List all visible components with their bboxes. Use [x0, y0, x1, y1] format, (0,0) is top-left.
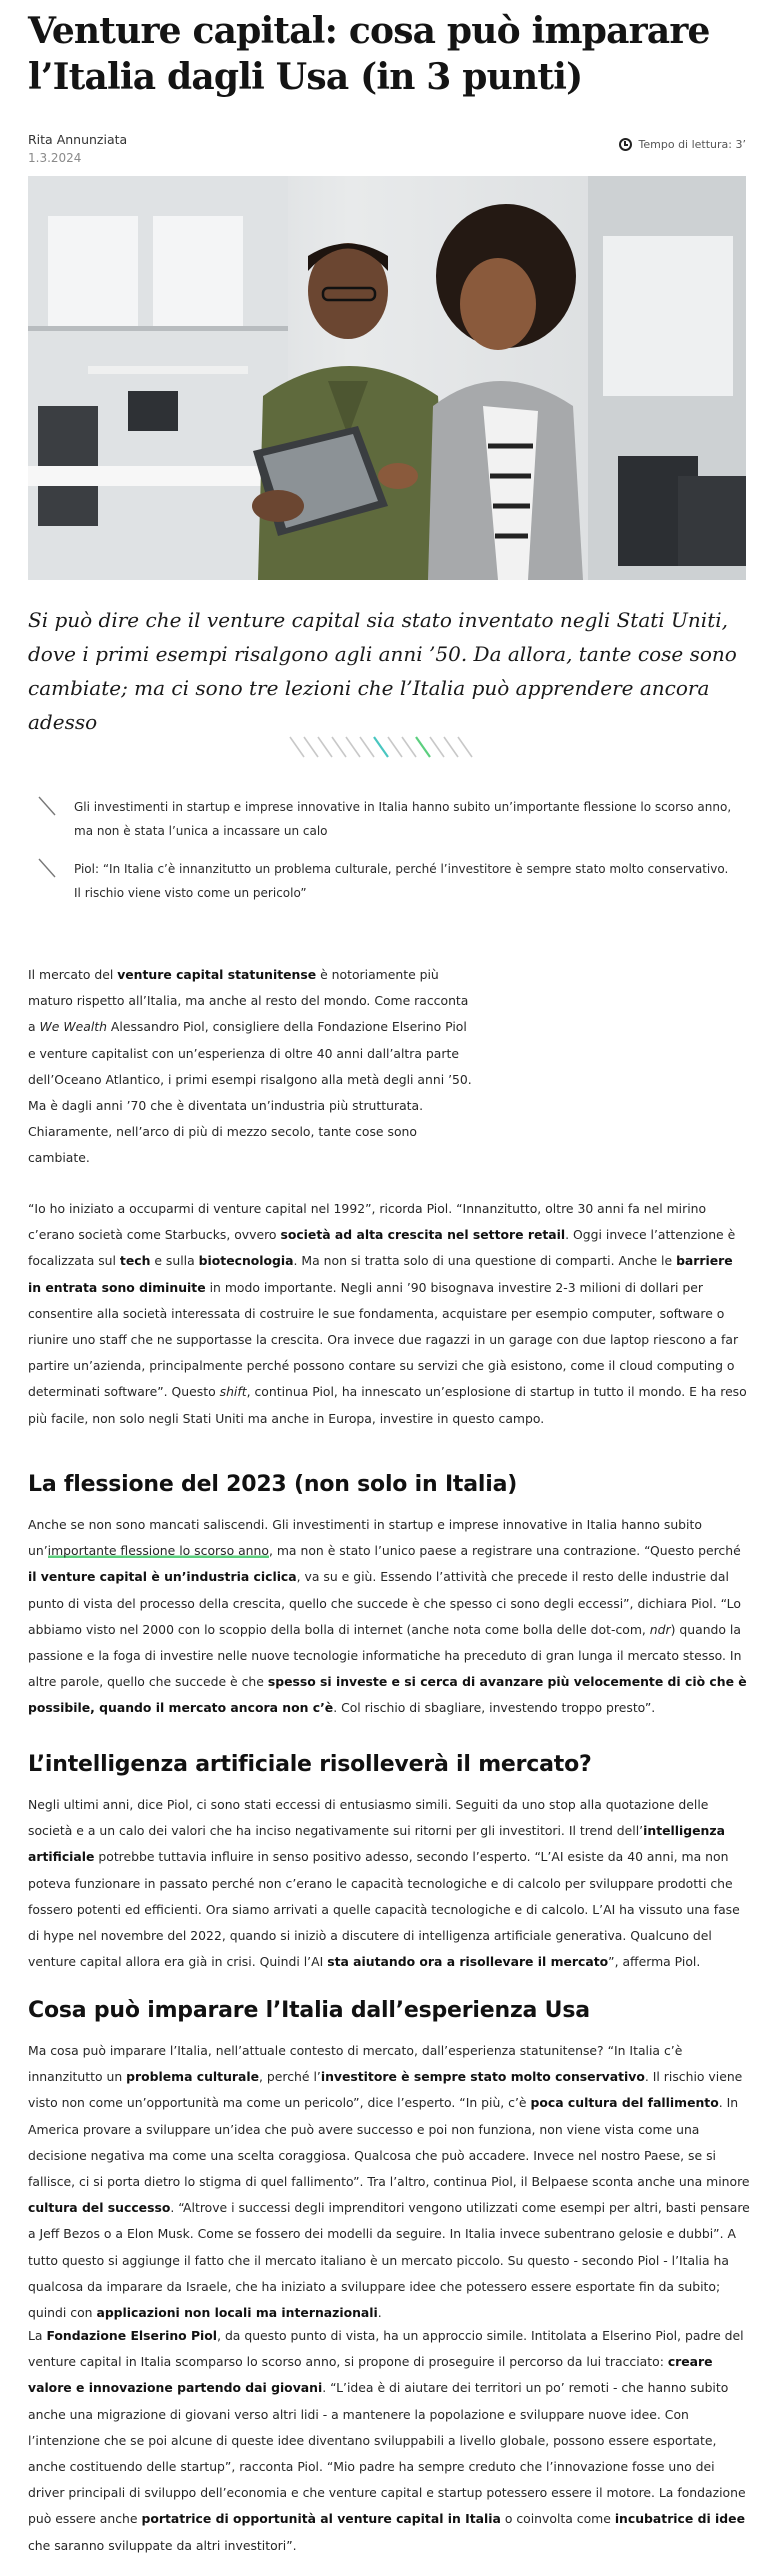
key-point-text: Piol: “In Italia c’è innanzitutto un problema culturale, perché l’investitore è sempre stato molto conservativo. Il rischio viene visto come un pericolo” — [74, 862, 729, 900]
body-paragraph: La Fondazione Elserino Piol, da questo punto di vista, ha un approccio simile. Intitolata a Elserino Piol, padre del venture capital in Italia scomparso lo scorso anno, si propone di proseguire il percorso da lui tracciato: creare valore e innovazione partendo dai giovani. “L’idea è di aiutare dei territori un po’ remoti - che hanno subito anche una migrazione di giovani verso altri lidi - a mantenere la popolazione e sviluppare nuove idee. Con l’intenzione che se poi alcune di queste idee diventano sviluppabili a livello globale, possono essere esportate, anche costituendo delle startup”, racconta Piol. “Mio padre ha sempre creduto che l’innovazione fosse uno dei driver principali di sviluppo dell’economia e che venture capital e startup potessero essere il motore. La fondazione può essere anche portatrice di opportunità al venture capital in Italia o coinvolta come incubatrice di idee che saranno sviluppate da altri investitori”. — [28, 2328, 746, 2553]
article-lead: Si può dire che il venture capital sia stato inventato negli Stati Uniti, dove i primi esempi risalgono agli anni ’50. Da allora, tante cose sono cambiate; ma ci sono tre lezioni che l’Italia può apprendere ancora adesso — [28, 608, 737, 734]
key-point — [36, 857, 736, 905]
key-point — [36, 795, 736, 843]
reading-time — [619, 138, 746, 151]
reading-time-label: Tempo di lettura: 3’ — [638, 138, 746, 151]
body-paragraph: Negli ultimi anni, dice Piol, ci sono stati eccessi di entusiasmo simili. Seguiti da uno stop alla quotazione delle società e a un calo dei valori che ha inciso negativamente sui ritorni per gli investitori. Il trend dell’intelligenza artificiale potrebbe tuttavia influire in senso positivo adesso, secondo l’esperto. “L’AI esiste da 40 anni, ma non poteva funzionare in passato perché non c’erano le capacità tecnologiche e di calcolo per sviluppare prodotti che fossero potenti ed efficienti. Ora siamo arrivati a quelle capacità tecnologiche e di calcolo. L’AI ha vissuto una fase di hype nel novembre del 2022, quando si iniziò a discutere di intelligenza artificiale generativa. Qualcuno del venture capital allora era già in crisi. Quindi l’AI sta aiutando ora a risollevare il mercato”, afferma Piol. — [28, 1797, 740, 1970]
publish-date: 1.3.2024 — [28, 151, 82, 165]
section-heading: Cosa può imparare l’Italia dall’esperienza Usa — [28, 1998, 590, 2023]
body-paragraph: Anche se non sono mancati saliscendi. Gli investimenti in startup e imprese innovative in Italia hanno subito un’importante flessione lo scorso anno, ma non è stato l’unico paese a registrare una contrazione. “Questo perché il venture capital è un’industria ciclica, va su e giù. Essendo l’attività che precede il resto delle industrie dal punto di vista del processo della crescita, quello che succede è che spesso ci sono degli eccessi”, dichiara Piol. “Lo abbiamo visto nel 2000 con lo scoppio della bolla di internet (anche nota come bolla delle dot-com, ndr) quando la passione e la foga di investire nelle nuove tecnologie informatiche ha preceduto di gran lunga il mercato stesso. In altre parole, quello che succede è che spesso si investe e si cerca di avanzare più velocemente di ciò che è possibile, quando il mercato ancora non c’è. Col rischio di sbagliare, investendo troppo presto”. — [28, 1517, 747, 1716]
highlight-link[interactable]: importante flessione lo scorso anno — [47, 1543, 269, 1559]
section-heading: L’intelligenza artificiale risolleverà il mercato? — [28, 1752, 592, 1777]
slash-icon — [36, 795, 58, 817]
key-point-text: Gli investimenti in startup e imprese innovative in Italia hanno subito un’importante flessione lo scorso anno, ma non è stata l’unica a incassare un calo — [74, 800, 732, 838]
author-name[interactable]: Rita Annunziata — [28, 132, 128, 147]
body-paragraph: Ma cosa può imparare l’Italia, nell’attuale contesto di mercato, dall’esperienza statunitense? “In Italia c’è innanzitutto un problema culturale, perché l’investitore è sempre stato molto conservativo. Il rischio viene visto non come un’opportunità ma come un pericolo”, dice l’esperto. “In più, c’è poca cultura del fallimento. In America provare a sviluppare un’idea che può avere successo e poi non funziona, non viene vista come una decisione negativa ma come una scelta coraggiosa. Qualcosa che può accadere. Invece nel nostro Paese, se si fallisce, ci si porta dietro lo stigma di quel fallimento”. Tra l’altro, continua Piol, il Belpaese sconta anche una minore cultura del successo. “Altrove i successi degli imprenditori vengono utilizzati come esempi per altri, basti pensare a Jeff Bezos o a Elon Musk. Come se fossero dei modelli da seguire. In Italia invece subentrano gelosie e dubbi”. A tutto questo si aggiunge il fatto che il mercato italiano è un mercato piccolo. Su questo - secondo Piol - l’Italia ha qualcosa da imparare da Israele, che ha iniziato a sviluppare idee che potessero essere esportate fin da subito; quindi con applicazioni non locali ma internazionali. — [28, 2043, 750, 2321]
key-points — [36, 795, 736, 919]
body-paragraph: Il mercato del venture capital statunitense è notoriamente più maturo rispetto all’Italia, ma anche al resto del mondo. Come racconta a We Wealth Alessandro Piol, consigliere della Fondazione Elserino Piol e venture capitalist con un’esperienza di oltre 40 anni dall’altra parte dell’Oceano Atlantico, i primi esempi risalgono alla metà degli anni ’50. Ma è dagli anni ’70 che è diventata un’industria più strutturata. Chiaramente, nell’arco di più di mezzo secolo, tante cose sono cambiate. — [28, 967, 472, 1166]
clock-icon — [619, 138, 632, 151]
decorative-divider — [286, 735, 486, 759]
section-heading: La flessione del 2023 (non solo in Italia) — [28, 1472, 518, 1497]
slash-icon — [36, 857, 58, 879]
hero-image — [28, 176, 746, 580]
article-title: Venture capital: cosa può imparare l’Italia dagli Usa (in 3 punti) — [28, 10, 710, 98]
body-paragraph: “Io ho iniziato a occuparmi di venture capital nel 1992”, ricorda Piol. “Innanzitutto, oltre 30 anni fa nel mirino c’erano società come Starbucks, ovvero società ad alta crescita nel settore retail. Oggi invece l’attenzione è focalizzata sul tech e sulla biotecnologia. Ma non si tratta solo di una questione di comparti. Anche le barriere in entrata sono diminuite in modo importante. Negli anni ’90 bisognava investire 2-3 milioni di dollari per consentire alla società interessata di costruire le sue fondamenta, acquistare per esempio computer, software o riunire uno staff che ne supportasse la crescita. Ora invece due ragazzi in un garage con due laptop riescono a far partire un’azienda, principalmente perché possono contare su servizi che già esistono, come il cloud computing o determinati software”. Questo shift, continua Piol, ha innescato un’esplosione di startup in tutto il mondo. E ha reso più facile, non solo negli Stati Uniti ma anche in Europa, investire in questo campo. — [28, 1201, 747, 1426]
